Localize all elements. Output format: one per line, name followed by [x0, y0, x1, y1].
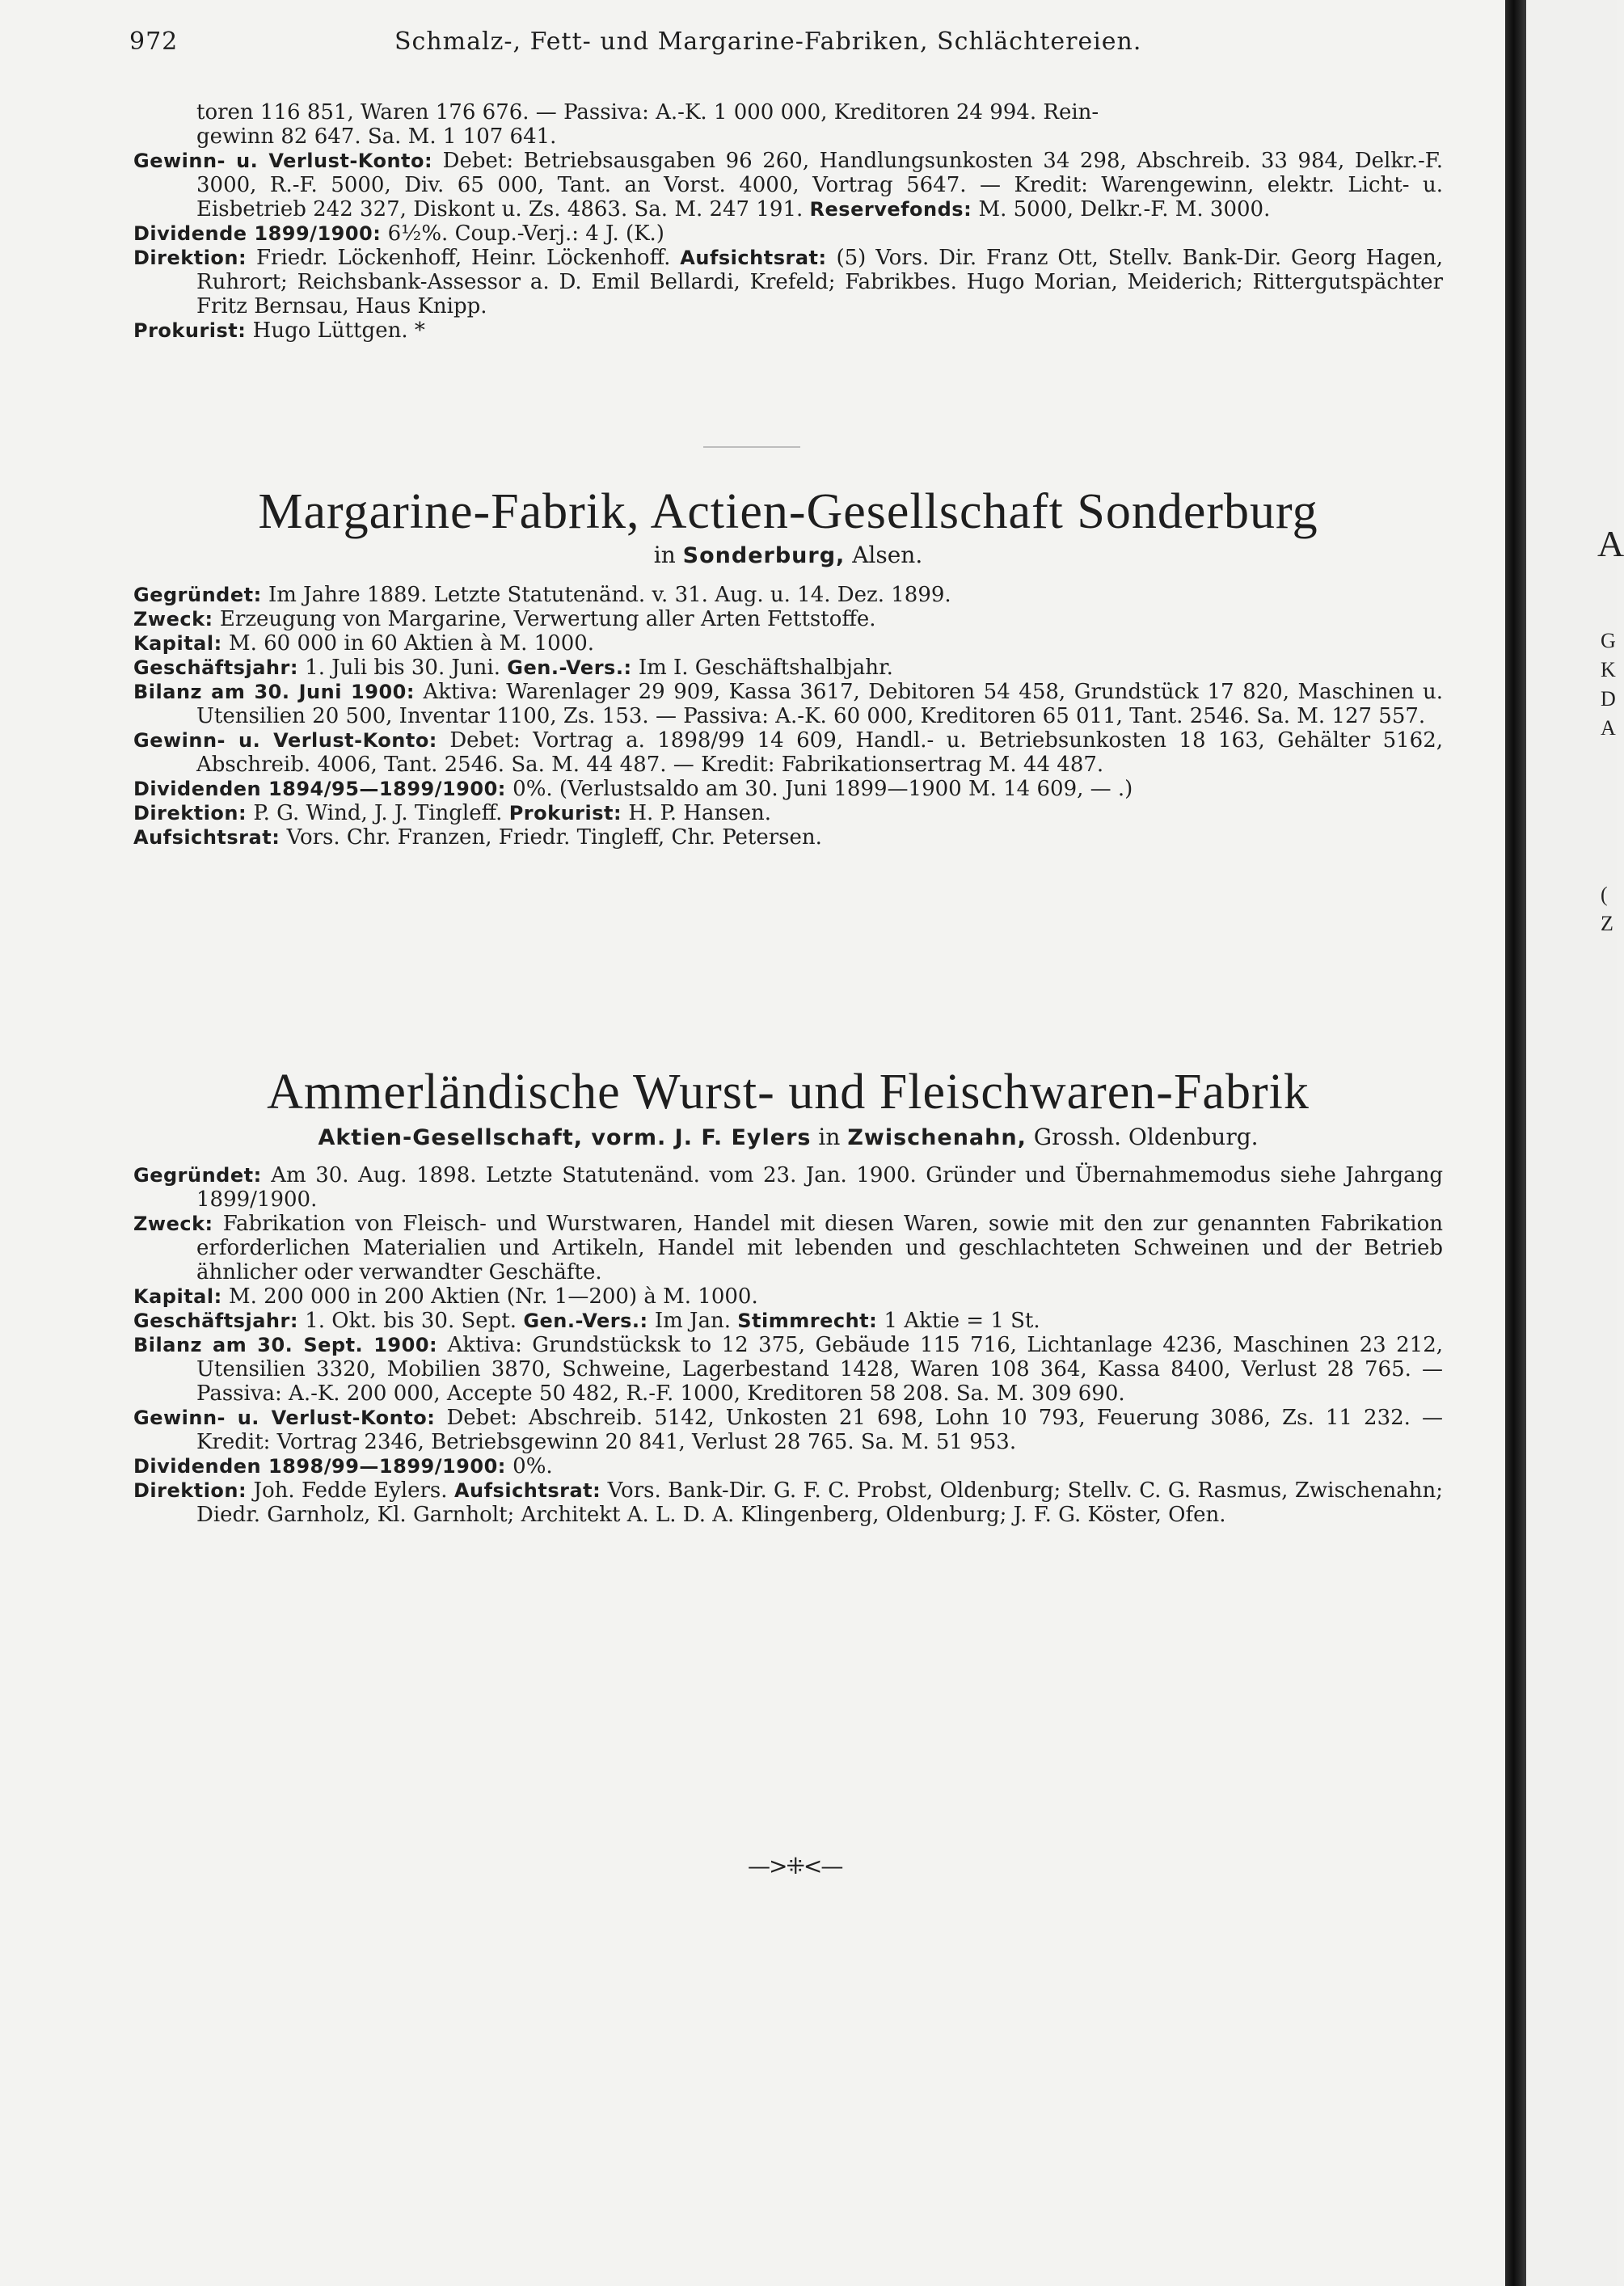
entry-label: Aufsichtsrat:: [453, 1479, 601, 1502]
entry-label: Geschäftsjahr:: [133, 656, 298, 679]
entry-profit-loss: [133, 728, 1443, 777]
entry-text: 0%. (Verlustsaldo am 30. Juni 1899—1900 M. 14 609, — .): [513, 777, 1133, 801]
reserve-label: Reservefonds:: [809, 198, 972, 221]
entry-label: Gegründet:: [133, 1164, 262, 1187]
entry-label: Zweck:: [133, 608, 213, 631]
company-title: Ammerländische Wurst- und Fleischwaren-Fabrik: [267, 1065, 1310, 1120]
entry-purpose: [133, 1212, 1443, 1284]
guv-entry: [133, 149, 1443, 221]
company-title: Margarine-Fabrik, Actien-Gesellschaft Sonderburg: [258, 484, 1318, 539]
page-header: [129, 27, 1439, 60]
dividend-label: Dividende 1899/1900:: [133, 222, 382, 245]
entry-dividends: [133, 777, 1443, 801]
entry-dividends: [133, 1454, 1443, 1478]
entry-label: Direktion:: [133, 802, 247, 825]
entry-label: Direktion:: [133, 1479, 247, 1502]
entry-founded: [133, 1163, 1443, 1212]
entry-text: Debet: Vortrag a. 1898/99 14 609, Handl.- u. Betriebsunkosten 18 163, Gehälter 5162, Abschreib. 4006, Tant. 2546. Sa. M. 44 487. — Kredit: Fabrikationsertrag M. 44 487.: [196, 728, 1443, 777]
company-subtitle: [133, 1124, 1443, 1152]
entry-direction: [133, 801, 1443, 825]
entry-label: Kapital:: [133, 632, 222, 655]
entry-board: [133, 825, 1443, 850]
entry-text: Im Jan.: [654, 1309, 731, 1333]
entry-text: M. 200 000 in 200 Aktien (Nr. 1—200) à M. 1000.: [228, 1284, 758, 1309]
entry-text: H. P. Hansen.: [628, 801, 771, 825]
entry-text: Im Jahre 1889. Letzte Statutenänd. v. 31. Aug. u. 14. Dez. 1899.: [268, 583, 951, 607]
entry-capital: [133, 1284, 1443, 1309]
subtitle-region: Alsen.: [852, 542, 923, 568]
entry-balance: [133, 680, 1443, 728]
entry-label: Gewinn- u. Verlust-Konto:: [133, 1407, 436, 1429]
entry-founded: [133, 583, 1443, 607]
guv-text: Debet: Betriebsausgaben 96 260, Handlungsunkosten 34 298, Abschreib. 33 984, Delkr.-F. 3000, R.-F. 5000, Div. 65 000, Tant. an Vorst. 4000, Vortrag 5647. — Kredit: Warengewinn, elektr. Licht- u. Eisbetrieb 242 327, Diskont u. Zs. 4863. Sa. M. 247 191.: [196, 149, 1444, 221]
facing-glyph: A: [1597, 523, 1624, 564]
subtitle-city: Zwischenahn,: [847, 1125, 1027, 1150]
entry-label: Gegründet:: [133, 584, 262, 606]
entry-purpose: [133, 607, 1443, 631]
entry-fiscal-year: [133, 1309, 1443, 1333]
entry-text: Vors. Bank-Dir. G. F. C. Probst, Oldenburg; Stellv. C. G. Rasmus, Zwischenahn; Diedr. Garnholz, Kl. Garnholt; Architekt A. L. D. A. Klingenberg, Oldenburg; J. F. G. Köster, Ofen.: [196, 1478, 1443, 1527]
section-ammerland: [133, 1064, 1443, 1527]
running-title: Schmalz-, Fett- und Margarine-Fabriken, Schlächtereien.: [394, 27, 1142, 56]
entry-profit-loss: [133, 1406, 1443, 1454]
entry-text: M. 60 000 in 60 Aktien à M. 1000.: [228, 631, 595, 656]
entry-label: Zweck:: [133, 1213, 213, 1235]
entry-label: Gewinn- u. Verlust-Konto:: [133, 729, 437, 752]
entry-text: Im I. Geschäftshalbjahr.: [638, 656, 893, 680]
continued-line-1: toren 116 851, Waren 176 676. — Passiva: A.-K. 1 000 000, Kreditoren 24 994. Rein-: [196, 100, 1099, 124]
reserve-text: M. 5000, Delkr.-F. M. 3000.: [978, 197, 1271, 221]
entry-text: Joh. Fedde Eylers.: [253, 1478, 448, 1503]
continued-line-2: gewinn 82 647. Sa. M. 1 107 641.: [196, 124, 557, 149]
entry-label: Prokurist:: [508, 802, 622, 825]
page-number: 972: [129, 27, 179, 56]
subtitle-in: in: [818, 1124, 841, 1150]
entry-label: Stimmrecht:: [737, 1310, 878, 1332]
entry-text: Aktiva: Grundstücksk to 12 375, Gebäude 115 716, Lichtanlage 4236, Maschinen 23 212, Utensilien 3320, Mobilien 3870, Schweine, Lagerbestand 1428, Waren 108 364, Kassa 8400, Verlust 28 765. — Passiva: A.-K. 200 000, Accepte 50 482, R.-F. 1000, Kreditoren 58 208. Sa. M. 309 690.: [196, 1333, 1443, 1406]
book-spine-shadow: [1505, 0, 1526, 2286]
entry-text: 1. Juli bis 30. Juni.: [305, 656, 500, 680]
subtitle-region: Grossh. Oldenburg.: [1033, 1124, 1259, 1150]
entry-text: P. G. Wind, J. J. Tingleff.: [253, 801, 503, 825]
board-text: (5) Vors. Dir. Franz Ott, Stellv. Bank-Dir. Georg Hagen, Ruhrort; Reichsbank-Assessor a. D. Emil Bellardi, Krefeld; Fabrikbes. Hugo Morian, Meiderich; Rittergutspächter Fritz Bernsau, Haus Knipp.: [196, 246, 1444, 318]
guv-label: Gewinn- u. Verlust-Konto:: [133, 150, 433, 172]
facing-glyph: K: [1601, 658, 1616, 681]
section-continued: [133, 100, 1443, 343]
facing-glyph: (: [1601, 883, 1608, 906]
entry-text: Am 30. Aug. 1898. Letzte Statutenänd. vom 23. Jan. 1900. Gründer und Übernahmemodus siehe Jahrgang 1899/1900.: [196, 1163, 1443, 1212]
direction-text: Friedr. Löckenhoff, Heinr. Löckenhoff.: [255, 246, 671, 270]
entry-label: Dividenden 1898/99—1899/1900:: [133, 1455, 506, 1478]
entry-direction: [133, 1478, 1443, 1527]
entry-label: Aufsichtsrat:: [133, 826, 281, 849]
entry-balance: [133, 1333, 1443, 1406]
entry-text: Vors. Chr. Franzen, Friedr. Tingleff, Chr. Petersen.: [286, 825, 822, 850]
company-subtitle: [133, 542, 1443, 570]
facing-glyph: D: [1601, 687, 1616, 711]
entry-text: Aktiva: Warenlager 29 909, Kassa 3617, Debitoren 54 458, Grundstück 17 820, Maschinen u. Utensilien 20 500, Inventar 1100, Zs. 153. — Passiva: A.-K. 60 000, Kreditoren 65 011, Tant. 2546. Sa. M. 127 557.: [196, 680, 1444, 728]
entry-capital: [133, 631, 1443, 656]
entry-text: Debet: Abschreib. 5142, Unkosten 21 698, Lohn 10 793, Feuerung 3086, Zs. 11 232. — Kredit: Vortrag 2346, Betriebsgewinn 20 841, Verlust 28 765. Sa. M. 51 953.: [196, 1406, 1444, 1454]
facing-glyph: A: [1601, 716, 1616, 740]
procurist-text: Hugo Lüttgen. *: [252, 318, 425, 343]
entry-text: 1. Okt. bis 30. Sept.: [305, 1309, 517, 1333]
entry-text: 1 Aktie = 1 St.: [884, 1309, 1040, 1333]
procurist-entry: [133, 318, 1443, 343]
entry-text: 0%.: [513, 1454, 553, 1478]
subtitle-prefix: in: [653, 542, 676, 568]
direction-label: Direktion:: [133, 247, 247, 269]
entry-fiscal-year: [133, 656, 1443, 680]
end-ornament: —>⁜<—: [748, 1853, 842, 1879]
facing-glyph: Z: [1601, 912, 1613, 935]
entry-label: Bilanz am 30. Sept. 1900:: [133, 1334, 438, 1356]
entry-label: Gen.-Vers.:: [507, 656, 632, 679]
procurist-label: Prokurist:: [133, 319, 247, 342]
entry-label: Gen.-Vers.:: [523, 1310, 648, 1332]
direction-entry: [133, 246, 1443, 318]
entry-label: Dividenden 1894/95—1899/1900:: [133, 778, 506, 800]
separator-rule: [703, 446, 800, 448]
ammerland-entries: [133, 1163, 1443, 1527]
entry-label: Bilanz am 30. Juni 1900:: [133, 681, 415, 703]
entry-text: Erzeugung von Margarine, Verwertung aller Arten Fettstoffe.: [219, 607, 876, 631]
dividend-entry: [133, 221, 1443, 246]
facing-glyph: G: [1601, 629, 1616, 652]
entry-text: Fabrikation von Fleisch- und Wurstwaren, Handel mit diesen Waren, sowie mit den zur genannten Fabrikation erforderlichen Materialien und Artikeln, Handel mit lebenden und geschlachteten Schweinen und der Betrieb ähnlicher oder verwandter Geschäfte.: [196, 1212, 1443, 1284]
subtitle-company-form: Aktien-Gesellschaft, vorm. J. F. Eylers: [318, 1125, 812, 1150]
board-label: Aufsichtsrat:: [680, 247, 827, 269]
subtitle-city: Sonderburg,: [682, 543, 846, 568]
sonderburg-entries: [133, 583, 1443, 850]
section-sonderburg: [133, 483, 1443, 850]
entry-label: Kapital:: [133, 1285, 222, 1308]
dividend-text: 6½%. Coup.-Verj.: 4 J. (K.): [387, 221, 664, 246]
entry-label: Geschäftsjahr:: [133, 1310, 298, 1332]
facing-page-edge: [1526, 0, 1624, 2286]
